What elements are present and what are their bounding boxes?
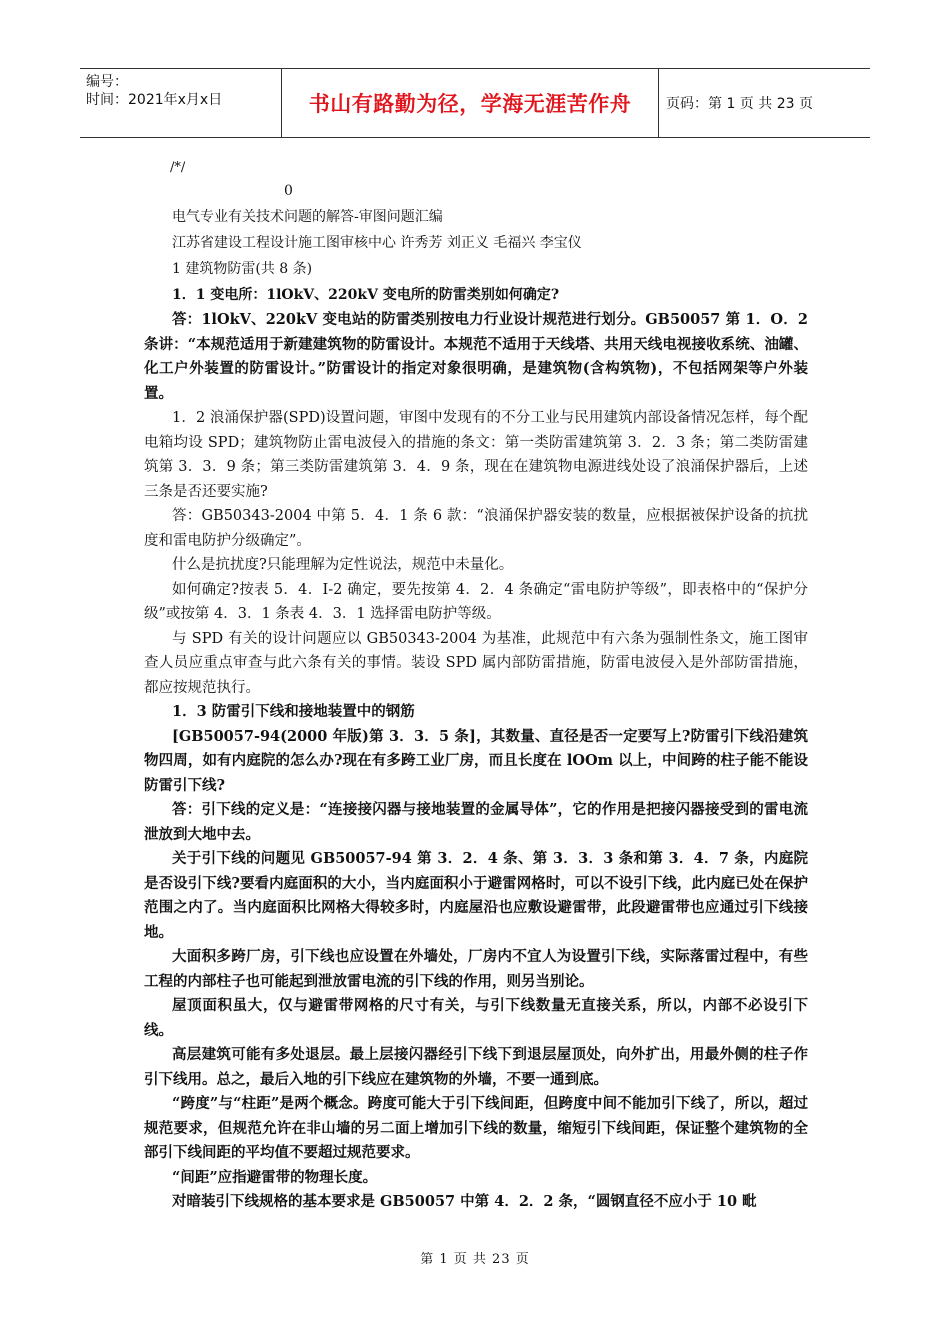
- time-label: 时间：2021年x月x日: [86, 92, 223, 108]
- page-header: [80, 68, 870, 138]
- doc-zero: 0: [284, 183, 293, 199]
- number-label: 编号：: [86, 74, 128, 90]
- question-1-1: 1．1 变电所：1lOkV、220kV 变电所的防雷类别如何确定?: [172, 287, 560, 303]
- question-1-3: [GB50057-94(2000 年版)第 3．3．5 条]，其数量、直径是否一定要写上?防雷引下线沿建筑物四周，如有内庭院的怎么办?现在有多跨工业厂房，而且长度在 lOOm 以上，中间跨的柱子能不能设防雷引下线?: [144, 727, 808, 794]
- page-footer: 第 1 页 共 23 页: [420, 1252, 530, 1267]
- doc-marker: /*/: [170, 160, 186, 175]
- motto-text: 书山有路勤为径，学海无涯苦作舟: [308, 92, 632, 116]
- doc-title: 电气专业有关技术问题的解答-审图问题汇编: [172, 209, 443, 225]
- document-body: [144, 158, 808, 1215]
- answer-1-1: 答：1lOkV、220kV 变电站的防雷类别按电力行业设计规范进行划分。GB50057 第 1．O．2 条讲：“本规范适用于新建建筑物的防雷设计。本规范不适用于天线塔、共用天线电视接收系统、油罐、化工户外装置的防雷设计。”防雷设计的指定对象很明确，是建筑物(含构筑物)，不包括网架等户外装置。: [144, 311, 808, 402]
- paragraph-neiting: 关于引下线的问题见 GB50057-94 第 3．2．4 条、第 3．3．3 条和第 3．4．7 条，内庭院是否设引下线?要看内庭面积的大小，当内庭面积小于避雷网格时，可以不设引下线，此内庭已处在保护范围之内了。当内庭面积比网格大得较多时，内庭屋沿也应敷设避雷带，此段避雷带也应通过引下线接地。: [144, 850, 808, 941]
- header-meta: [80, 69, 282, 137]
- paragraph-jianju: “间距”应指避雷带的物理长度。: [172, 1168, 378, 1186]
- paragraph-kuadu: “跨度”与“柱距”是两个概念。跨度可能大于引下线间距，但跨度中间不能加引下线了，所以，超过规范要求，但规范允许在非山墙的另二面上增加引下线的数量，缩短引下线间距，保证整个建筑物的全部引下线间距的平均值不要超过规范要求。: [144, 1095, 808, 1161]
- question-1-3-title: 1．3 防雷引下线和接地装置中的钢筋: [172, 703, 415, 720]
- paragraph-queding: 如何确定?按表 5．4．I-2 确定，要先按第 4．2．4 条确定“雷电防护等级”，即表格中的“保护分级”或按第 4．3．1 条表 4．3．1 选择雷电防护等级。: [144, 581, 808, 622]
- header-page-info: 页码：第 1 页 共 23 页: [666, 96, 813, 112]
- paragraph-spd: 与 SPD 有关的设计问题应以 GB50343-2004 为基准，此规范中有六条为强制性条文，施工图审查人员应重点审查与此六条有关的事情。装设 SPD 属内部防雷措施，防雷电波侵入是外部防雷措施，都应按规范执行。: [144, 630, 808, 696]
- paragraph-wuding: 屋顶面积虽大，仅与避雷带网格的尺寸有关，与引下线数量无直接关系，所以，内部不必设引下线。: [144, 997, 808, 1039]
- paragraph-gaoceng: 高层建筑可能有多处退层。最上层接闪器经引下线下到退层屋顶处，向外扩出，用最外侧的柱子作引下线用。总之，最后入地的引下线应在建筑物的外墙，不要一通到底。: [144, 1046, 808, 1088]
- answer-1-2: 答：GB50343-2004 中第 5．4．1 条 6 款：“浪涌保护器安装的数量，应根据被保护设备的抗扰度和雷电防护分级确定”。: [144, 508, 808, 549]
- paragraph-dakua: 大面积多跨厂房，引下线也应设置在外墙处，厂房内不宜人为设置引下线，实际落雷过程中，有些工程的内部柱子也可能起到泄放雷电流的引下线的作用，则另当别论。: [144, 948, 808, 990]
- paragraph-anzhuang: 对暗装引下线规格的基本要求是 GB50057 中第 4．2．2 条，“圆钢直径不应小于 10 毗: [172, 1193, 757, 1210]
- answer-1-3: 答：引下线的定义是：“连接接闪器与接地装置的金属导体”，它的作用是把接闪器接受到的雷电流泄放到大地中去。: [144, 801, 808, 843]
- question-1-2: 1．2 浪涌保护器(SPD)设置问题，审图中发现有的不分工业与民用建筑内部设备情况怎样，每个配电箱均设 SPD；建筑物防止雷电波侵入的措施的条文：第一类防雷建筑第 3．2．3 条；第二类防雷建筑第 3．3．9 条；第三类防雷建筑第 3．4．9 条，现在在建筑物电源进线处设了浪涌保护器后，上述三条是否还要实施?: [144, 410, 808, 500]
- header-motto: [282, 69, 659, 137]
- section-heading: 1 建筑物防雷(共 8 条): [172, 261, 313, 277]
- doc-authors: 江苏省建设工程设计施工图审核中心 许秀芳 刘正义 毛福兴 李宝仪: [172, 235, 582, 251]
- paragraph-kangrao: 什么是抗扰度?只能理解为定性说法，规范中未量化。: [172, 557, 514, 573]
